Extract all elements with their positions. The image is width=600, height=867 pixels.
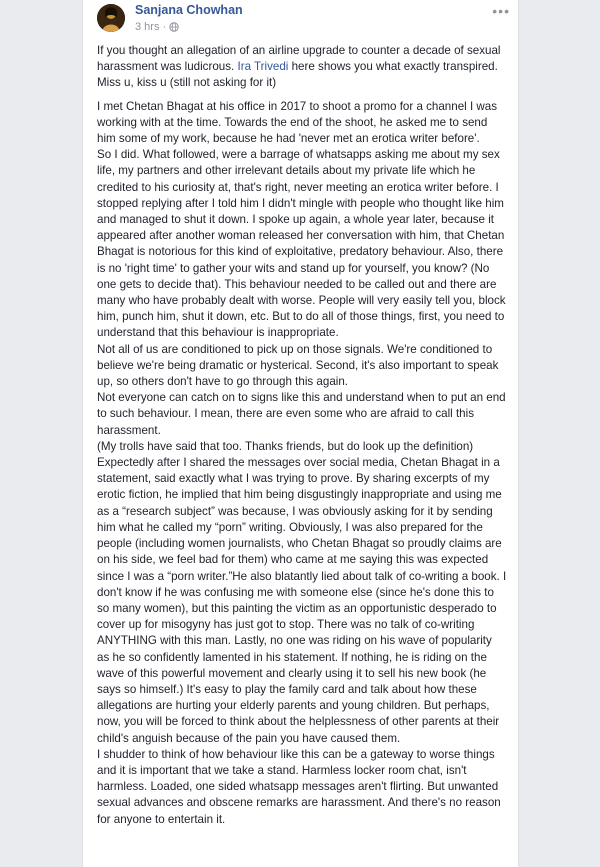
post-paragraph: (My trolls have said that too. Thanks friends, but do look up the definition) xyxy=(97,439,474,453)
author-avatar[interactable] xyxy=(97,4,125,32)
post-paragraph: Not everyone can catch on to signs like this and understand when to put an end to such behaviour. I mean, there are even some who are afraid to call this harassment. xyxy=(97,391,506,437)
post-meta: 3 hrs · xyxy=(135,21,179,33)
mention-link[interactable]: Ira Trivedi xyxy=(237,60,289,74)
globe-icon xyxy=(169,22,179,32)
post-paragraph: Expectedly after I shared the messages over social media, Chetan Bhagat in a statement, said exactly what I was trying to prove. By sharing excerpts of my erotic fiction, he implied that him being disgustingly inappropriate and using me as a “research subject” was because, I was obviously asking for it by sending him what he called my “porn” writing. Obviously, I was also prepared for the people (including women journalists, who Chetan Bhagat so proudly claims are on his side, we feel bad for them) who came at me saying this was expected since I was a “porn writer.”He also blatantly lied about talk of co-writing a book. I don't know if he was confusing me with someone else (since he's done this to so many women), but this painting the victim as an opportunistic desperado to cover up for misogyny has just got to stop. There was no talk of co-writing ANYTHING with this man. Lastly, no one was riding on his wave of popularity as he so confidently lamented in his statement. If nothing, he is riding on the wave of this powerful movement and clearly using it to sell his new book (he says so himself.) It's easy to play the family card and talk about how these allegations are hurting your elderly parents and young children. But perhaps, now, you will be forced to think about the helplessness of other parents at their child's anguish because of the pain you have caused them. xyxy=(97,456,507,745)
post-paragraph: I met Chetan Bhagat at his office in 2017 to shoot a promo for a channel I was working with at the time. Towards the end of the shoot, he asked me to send him some of my work, because he had 'never met an erotica writer before'. xyxy=(97,99,498,146)
post-paragraph: Not all of us are conditioned to pick up on those signals. We're conditioned to believe we're being dramatic or hysterical. Second, it's also important to speak up, so others don't have to go through this again. xyxy=(97,342,499,389)
post-paragraph: So I did. What followed, were a barrage of whatsapps asking me about my sex life, my partners and other irrelevant details about my private life which he credited to his curiosity at, that's right, never meeting an erotica writer before. I stopped replying after I told him I didn't mingle with people who thought like him and managed to shut it down. I spoke up again, a whole year later, because it appeared after another woman released her conversation with him, that Chetan Bhagat is notorious for this kind of exploitative, predatory behaviour. Also, there is no 'right time' to gather your wits and stand up for yourself, you know? (No one gets to decide that). This behaviour needed to be called out and there are many who have probably dealt with worse. People will very easily tell you, block him, punch him, shut it down, etc. But to do all of those things, first, you need to understand that this behaviour is inappropriate. xyxy=(97,148,506,340)
post-paragraph: I shudder to think of how behaviour like this can be a gateway to worse things and it is important that we take a stand. Harmless locker room chat, isn't harmless. Loaded, one sided whatsapp messages aren't flirting. But unwanted sexual advances and obscene remarks are harassment. And there's no reason for anyone to entertain it. xyxy=(97,747,501,826)
post-intro: If you thought an allegation of an airline upgrade to counter a decade of sexual harassment was ludicrous. Ira Trivedi here shows you what exactly transpired. Miss u, kiss u (still not asking for it) xyxy=(97,44,501,90)
post-timestamp[interactable]: 3 hrs xyxy=(135,21,160,33)
post-body xyxy=(97,43,507,828)
post-card xyxy=(82,0,519,867)
more-options-icon[interactable]: ••• xyxy=(492,3,510,19)
author-name[interactable]: Sanjana Chowhan xyxy=(135,3,243,17)
